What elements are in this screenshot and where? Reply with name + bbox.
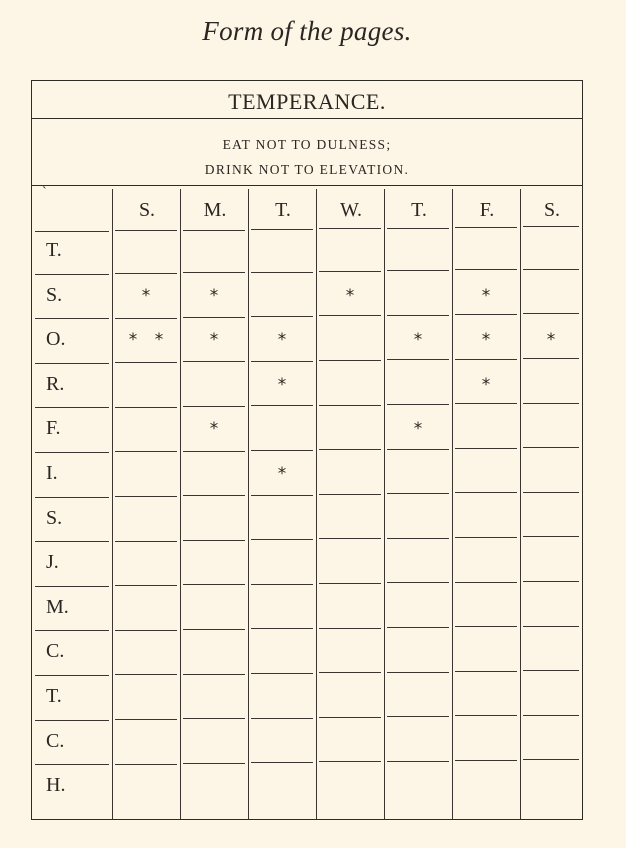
row-rule [387, 493, 449, 494]
fault-mark: * [209, 419, 225, 440]
row-rule [115, 764, 177, 765]
row-rule [115, 362, 177, 363]
virtue-row-label: S. [46, 283, 63, 306]
row-rule [35, 675, 109, 676]
row-rule [523, 226, 579, 227]
fault-mark: * [277, 330, 293, 351]
precept-line-1: EAT NOT TO DULNESS; [222, 137, 392, 152]
day-header: T. [275, 199, 291, 221]
row-rule [183, 718, 245, 719]
row-rule [523, 358, 579, 359]
virtue-row-label: C. [46, 640, 65, 663]
row-rule [35, 318, 109, 319]
row-rule [319, 538, 381, 539]
row-rule [319, 405, 381, 406]
row-rule [251, 539, 313, 540]
row-rule [387, 716, 449, 717]
row-rule [251, 272, 313, 273]
fault-mark: * * [128, 330, 170, 351]
column-divider [180, 189, 181, 819]
row-rule [115, 674, 177, 675]
day-header: M. [203, 199, 227, 221]
tracking-grid [32, 185, 582, 819]
row-rule [183, 406, 245, 407]
fault-mark: * [481, 285, 497, 306]
virtue-row-label: J. [46, 551, 59, 574]
virtue-row-label: C. [46, 729, 65, 752]
row-rule [455, 760, 517, 761]
row-rule [319, 228, 381, 229]
fault-mark: * [481, 330, 497, 351]
row-rule [387, 538, 449, 539]
row-rule [115, 273, 177, 274]
row-rule [387, 672, 449, 673]
corner-mark: ` [42, 185, 47, 200]
virtue-chart [31, 80, 583, 820]
column-divider [452, 189, 453, 819]
row-rule [183, 584, 245, 585]
row-rule [251, 361, 313, 362]
row-rule [387, 315, 449, 316]
row-rule [523, 715, 579, 716]
fault-mark: * [141, 285, 157, 306]
virtue-row-label: F. [46, 417, 61, 440]
row-rule [455, 269, 517, 270]
row-rule [319, 360, 381, 361]
row-rule [523, 313, 579, 314]
row-rule [183, 540, 245, 541]
column-divider [316, 189, 317, 819]
virtue-row-label: S. [46, 506, 63, 529]
day-header: S. [543, 199, 561, 221]
row-rule [455, 227, 517, 228]
row-rule [35, 630, 109, 631]
column-divider [384, 189, 385, 819]
row-rule [251, 229, 313, 230]
row-rule [251, 405, 313, 406]
virtue-row-label: I. [46, 462, 58, 484]
row-rule [115, 541, 177, 542]
row-rule [183, 361, 245, 362]
row-rule [35, 586, 109, 587]
fault-mark: * [413, 419, 429, 440]
row-rule [455, 582, 517, 583]
row-rule [115, 407, 177, 408]
row-rule [35, 274, 109, 275]
row-rule [455, 715, 517, 716]
row-rule [115, 585, 177, 586]
fault-mark: * [277, 464, 293, 484]
virtue-row-label: T. [46, 685, 62, 707]
fault-mark: * [345, 285, 361, 306]
row-rule [35, 452, 109, 453]
row-rule [251, 495, 313, 496]
virtue-row-label: R. [46, 372, 65, 395]
column-divider [248, 189, 249, 819]
row-rule [115, 318, 177, 319]
row-rule [455, 626, 517, 627]
row-rule [455, 314, 517, 315]
row-rule [251, 718, 313, 719]
row-rule [35, 764, 109, 765]
row-rule [115, 230, 177, 231]
day-header: S. [138, 199, 156, 221]
day-header: F. [479, 199, 495, 221]
row-rule [35, 231, 109, 232]
row-rule [387, 761, 449, 762]
row-rule [251, 584, 313, 585]
row-rule [319, 449, 381, 450]
row-rule [387, 359, 449, 360]
row-rule [455, 492, 517, 493]
row-rule [523, 626, 579, 627]
fault-mark: * [209, 330, 225, 351]
row-rule [35, 497, 109, 498]
row-rule [251, 762, 313, 763]
row-rule [523, 759, 579, 760]
row-rule [455, 403, 517, 404]
row-rule [319, 315, 381, 316]
virtue-row-label: H. [46, 774, 66, 797]
row-rule [183, 674, 245, 675]
day-header: T. [411, 199, 427, 221]
row-rule [319, 717, 381, 718]
row-rule [523, 447, 579, 448]
row-rule [387, 404, 449, 405]
row-rule [387, 582, 449, 583]
row-rule [35, 363, 109, 364]
row-rule [35, 407, 109, 408]
row-rule [455, 448, 517, 449]
row-rule [387, 449, 449, 450]
row-rule [455, 359, 517, 360]
row-rule [183, 230, 245, 231]
row-rule [387, 627, 449, 628]
column-divider [520, 189, 521, 819]
fault-mark: * [413, 330, 429, 351]
row-rule [387, 228, 449, 229]
row-rule [35, 541, 109, 542]
row-rule [251, 450, 313, 451]
row-rule [183, 451, 245, 452]
fault-mark: * [481, 374, 497, 395]
virtue-row-label: O. [46, 328, 66, 351]
row-rule [251, 628, 313, 629]
precept-line-2: DRINK NOT TO ELEVATION. [204, 162, 410, 177]
page-title: Form of the pages. [202, 16, 412, 46]
row-rule [523, 670, 579, 671]
row-rule [523, 581, 579, 582]
column-divider [112, 189, 113, 819]
row-rule [115, 496, 177, 497]
row-rule [319, 271, 381, 272]
row-rule [319, 672, 381, 673]
row-rule [115, 451, 177, 452]
row-rule [183, 763, 245, 764]
row-rule [455, 537, 517, 538]
row-rule [319, 494, 381, 495]
row-rule [115, 719, 177, 720]
row-rule [523, 269, 579, 270]
row-rule [523, 492, 579, 493]
row-rule [183, 272, 245, 273]
row-rule [183, 495, 245, 496]
row-rule [319, 583, 381, 584]
row-rule [319, 761, 381, 762]
fault-mark: * [277, 374, 293, 395]
day-header: W. [339, 199, 363, 221]
row-rule [523, 403, 579, 404]
row-rule [183, 317, 245, 318]
row-rule [251, 316, 313, 317]
row-rule [455, 671, 517, 672]
virtue-row-label: M. [46, 595, 69, 618]
row-rule [251, 673, 313, 674]
virtue-row-label: T. [46, 239, 62, 261]
virtue-title: TEMPERANCE. [228, 89, 386, 114]
title-rule [32, 118, 582, 119]
row-rule [319, 628, 381, 629]
fault-mark: * [546, 330, 562, 351]
row-rule [523, 536, 579, 537]
row-rule [35, 720, 109, 721]
row-rule [183, 629, 245, 630]
row-rule [387, 270, 449, 271]
row-rule [115, 630, 177, 631]
fault-mark: * [209, 285, 225, 306]
